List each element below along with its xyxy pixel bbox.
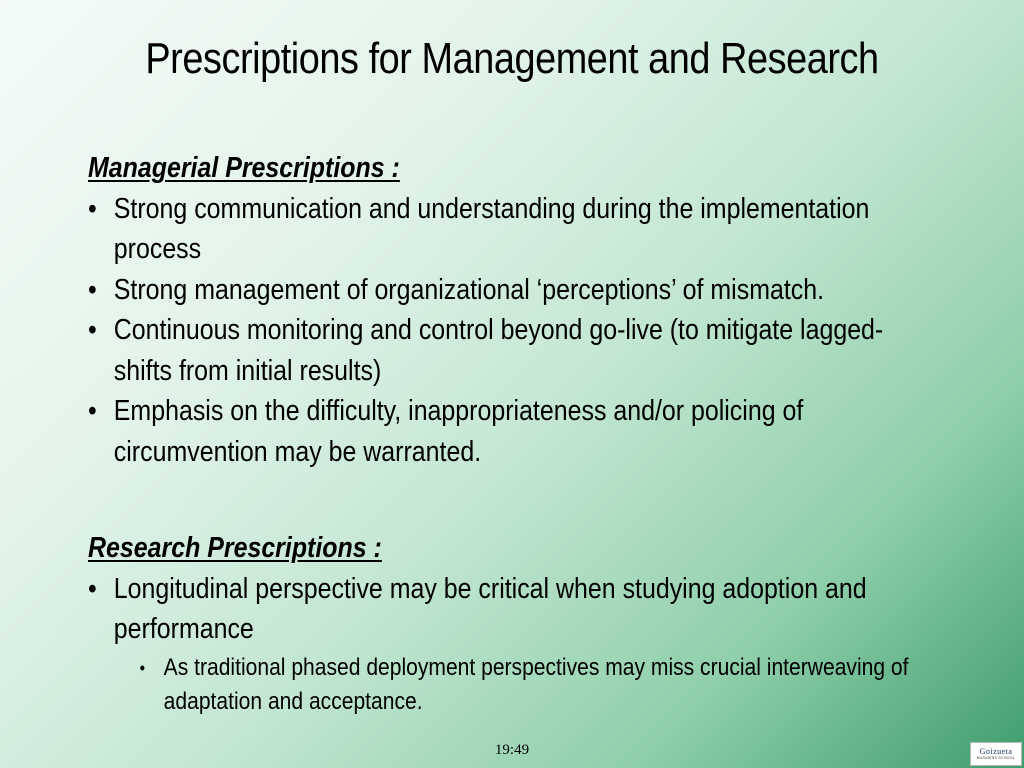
research-heading: Research Prescriptions :	[88, 532, 382, 564]
bullet-dot: •	[88, 273, 97, 306]
slide-body	[88, 148, 914, 719]
research-sub-bullet-1	[88, 651, 914, 719]
research-bullet-1	[88, 569, 914, 650]
logo-subtitle: BUSINESS SCHOOL	[977, 756, 1015, 760]
managerial-bullet-2	[88, 270, 914, 311]
slide-title: Prescriptions for Management and Research	[145, 34, 879, 83]
bullet-text: Emphasis on the difficulty, inappropriateness and/or policing of circumvention may be warranted.	[113, 395, 804, 468]
managerial-bullet-4	[88, 391, 914, 472]
bullet-dot: •	[88, 395, 97, 427]
bullet-text: Longitudinal perspective may be critical when studying adoption and performance	[113, 572, 867, 645]
logo-name: Goizueta	[979, 747, 1013, 756]
bullet-dot: •	[88, 572, 97, 605]
footer-time: 19:49	[494, 742, 530, 758]
sub-bullet-text: As traditional phased deployment perspectives may miss crucial interweaving of adaptation and acceptance.	[163, 653, 909, 715]
sub-bullet-dot: •	[139, 657, 146, 678]
goizueta-logo	[970, 742, 1022, 766]
bullet-dot: •	[88, 192, 97, 225]
bullet-dot: •	[88, 314, 97, 346]
section-spacer	[88, 472, 914, 528]
bullet-text: Strong communication and understanding during the implementation process	[113, 192, 870, 265]
managerial-heading: Managerial Prescriptions :	[88, 152, 400, 184]
managerial-bullet-1	[88, 189, 914, 270]
bullet-text: Continuous monitoring and control beyond go-live (to mitigate lagged-shifts from initial results)	[113, 314, 884, 387]
bullet-text: Strong management of organizational ‘perceptions’ of mismatch.	[113, 273, 825, 306]
managerial-bullet-3	[88, 310, 914, 391]
